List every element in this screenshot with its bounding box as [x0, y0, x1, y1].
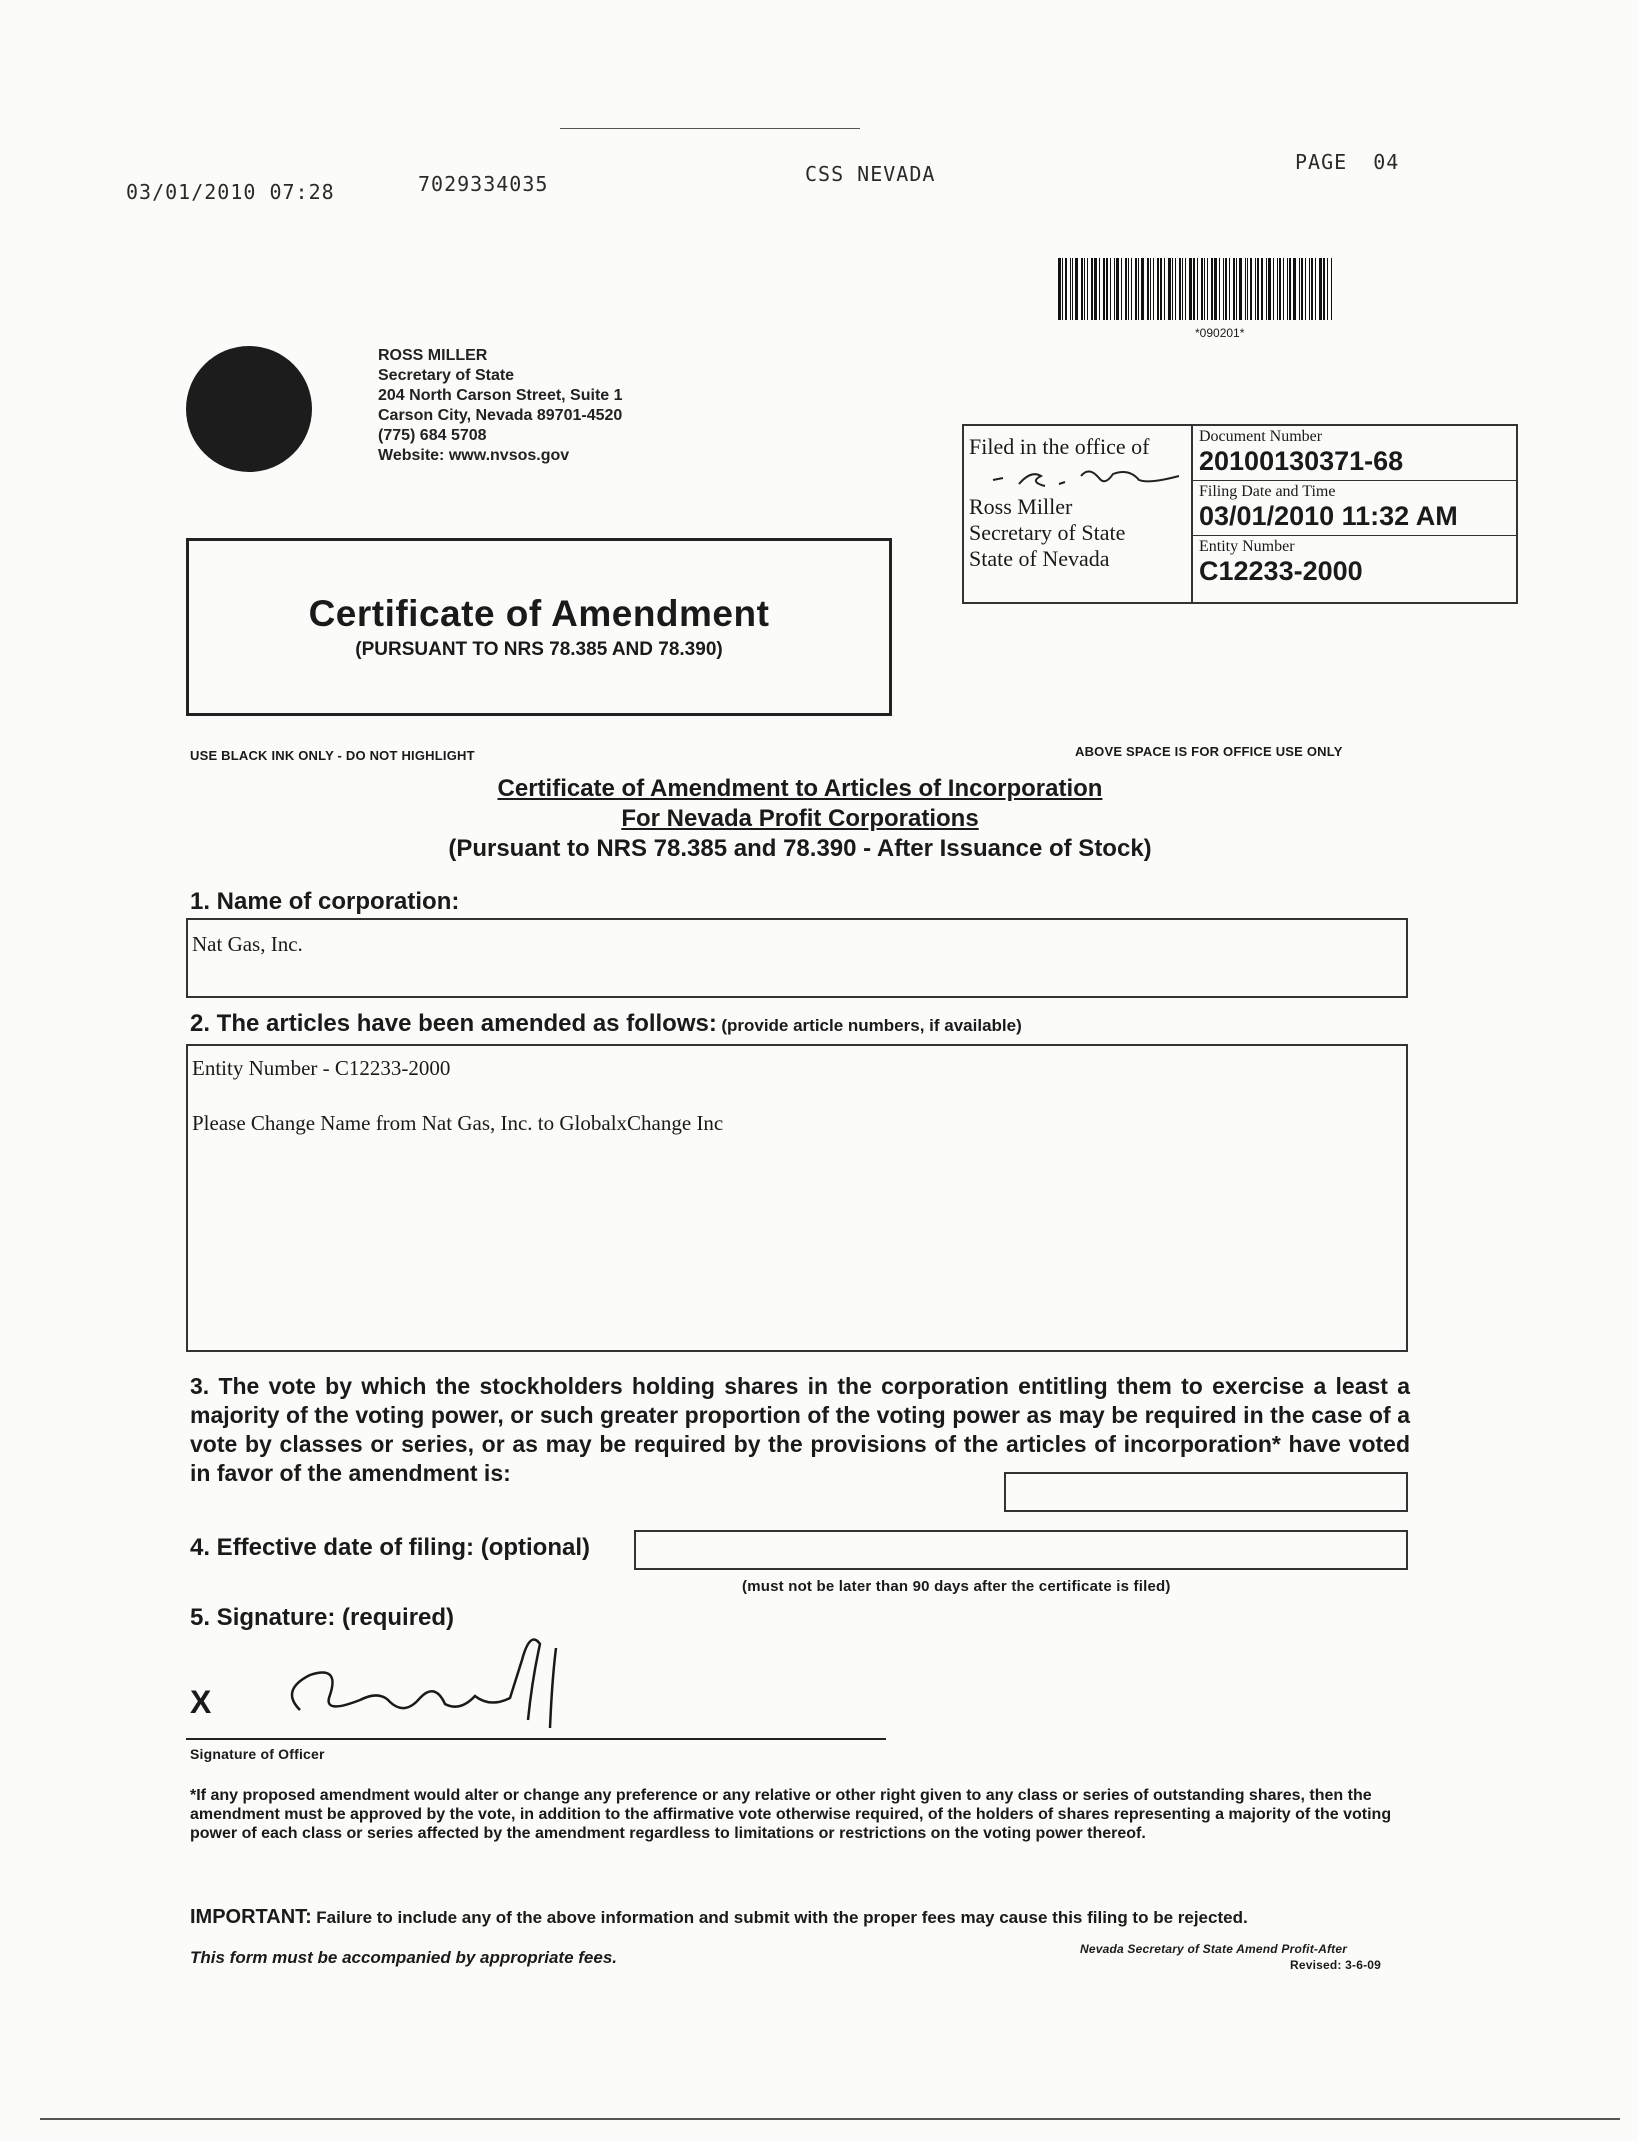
barcode-bar [1084, 258, 1085, 320]
corporation-name-field[interactable] [186, 918, 1408, 998]
officer-signature [270, 1620, 610, 1740]
section2-label: 2. The articles have been amended as follows: [190, 1010, 717, 1037]
office-title: Secretary of State [378, 367, 515, 384]
footnote: *If any proposed amendment would alter or change any preference or any relative or other right given to any class or series of outstanding shares, then the amendment must be approved by the vote, in addition to the affirmative vote otherwise required, of the holders of shares representing a majority of the voting power of each class or series affected by the amendment regardless to limitations or restrictions on the voting power thereof. [190, 1787, 1392, 1842]
barcode-bar [1311, 258, 1313, 320]
fee-note: This form must be accompanied by appropriate fees. [190, 1948, 617, 1967]
barcode-bar [1211, 258, 1213, 320]
barcode-bar [1125, 258, 1127, 320]
barcode-bar [1179, 258, 1181, 320]
signature-line [186, 1738, 886, 1740]
filing-datetime-label: Filing Date and Time [1199, 483, 1336, 500]
amendment-line2: Please Change Name from Nat Gas, Inc. to GlobalxChange Inc [192, 1111, 724, 1135]
barcode-bar [1193, 258, 1195, 320]
barcode-bar [1062, 258, 1063, 320]
entity-number: C12233-2000 [1199, 556, 1363, 586]
filed-office-cell [964, 426, 1193, 602]
barcode-bar [1094, 258, 1097, 320]
document-number: 20100130371-68 [1199, 446, 1404, 476]
barcode-bar [1277, 258, 1278, 320]
amendment-line1: Entity Number - C12233-2000 [192, 1056, 451, 1080]
section2-hint: (provide article numbers, if available) [721, 1016, 1022, 1035]
filing-details [1193, 426, 1516, 602]
barcode-bar [1135, 258, 1137, 320]
fax-timestamp: 03/01/2010 07:28 [126, 180, 335, 204]
barcode-bar [1160, 258, 1162, 320]
barcode-bar [1319, 258, 1322, 320]
barcode-bar [1233, 258, 1235, 320]
barcode-bar [1315, 258, 1316, 320]
barcode-bar [1164, 258, 1165, 320]
form-name: Nevada Secretary of State Amend Profit-After [1080, 1942, 1348, 1956]
page-bottom-rule [40, 2118, 1620, 2120]
fax-page-label: PAGE [1295, 150, 1348, 174]
barcode-bar [1273, 258, 1274, 320]
barcode-bar [1245, 258, 1246, 320]
barcode-text: *090201* [1195, 326, 1245, 340]
barcode-bar [1128, 258, 1129, 320]
office-use-notice: ABOVE SPACE IS FOR OFFICE USE ONLY [1075, 744, 1343, 759]
fax-page-number: 04 [1373, 150, 1400, 174]
form-title [300, 774, 1300, 864]
barcode-bar [1185, 258, 1186, 320]
filing-stamp [962, 424, 1518, 604]
certificate-title: Certificate of Amendment [308, 593, 770, 634]
form-revised: Revised: 3-6-09 [1290, 1958, 1382, 1972]
important-text: Failure to include any of the above information and submit with the proper fees may cause this filing to be rejected. [316, 1908, 1248, 1927]
barcode-bar [1075, 258, 1078, 320]
barcode-bar [1116, 258, 1119, 320]
barcode-bar [1236, 258, 1237, 320]
barcode-bar [1214, 258, 1217, 320]
barcode-bar [1289, 258, 1291, 320]
barcode-bar [1247, 258, 1248, 320]
signature-caption: Signature of Officer [190, 1746, 325, 1762]
barcode-bar [1153, 258, 1154, 320]
barcode-bar [1323, 258, 1325, 320]
office-website: Website: www.nvsos.gov [378, 447, 570, 464]
barcode-bar [1138, 258, 1139, 320]
barcode-bar [1229, 258, 1230, 320]
important-notice [190, 1906, 1420, 1929]
form-title-line2: For Nevada Profit Corporations [621, 805, 979, 832]
official-name: Ross Miller [969, 494, 1073, 519]
barcode-bar [1103, 258, 1105, 320]
entity-number-cell [1193, 536, 1516, 591]
barcode-bar [1065, 258, 1067, 320]
office-address1: 204 North Carson Street, Suite 1 [378, 387, 623, 404]
barcode-bar [1072, 258, 1073, 320]
barcode-bar [1331, 258, 1332, 320]
barcode-bar [1309, 258, 1310, 320]
entity-number-label: Entity Number [1199, 538, 1295, 555]
document-number-cell [1193, 426, 1516, 481]
fax-rule [560, 128, 860, 129]
barcode-bar [1087, 258, 1088, 320]
barcode-bar [1266, 258, 1267, 320]
barcode-bar [1175, 258, 1176, 320]
office-name: ROSS MILLER [378, 347, 488, 364]
filing-datetime: 03/01/2010 11:32 AM [1199, 501, 1458, 531]
barcode-bar [1182, 258, 1183, 320]
amendments-field[interactable] [186, 1044, 1408, 1352]
section4-label: 4. Effective date of filing: (optional) [190, 1534, 591, 1561]
barcode-bar [1201, 258, 1203, 320]
barcode-bar [1219, 258, 1220, 320]
barcode-bar [1305, 258, 1306, 320]
barcode-bar [1106, 258, 1108, 320]
barcode-bar [1091, 258, 1093, 320]
barcode-bar [1141, 258, 1144, 320]
barcode-bar [1147, 258, 1149, 320]
barcode-bar [1239, 258, 1242, 320]
barcode-bar [1223, 258, 1224, 320]
barcode [1058, 258, 1408, 320]
signature-x: X [190, 1684, 212, 1720]
barcode-bar [1172, 258, 1173, 320]
ink-notice: USE BLACK INK ONLY - DO NOT HIGHLIGHT [190, 748, 475, 763]
barcode-bar [1150, 258, 1151, 320]
state-office-block [378, 346, 623, 466]
barcode-bar [1189, 258, 1192, 320]
barcode-bar [1131, 258, 1132, 320]
barcode-bar [1070, 258, 1071, 320]
fax-page [1295, 150, 1399, 174]
barcode-bar [1279, 258, 1281, 320]
certificate-subtitle: (PURSUANT TO NRS 78.385 AND 78.390) [355, 639, 723, 660]
vote-percentage-field[interactable] [1004, 1472, 1408, 1512]
barcode-bar [1168, 258, 1171, 320]
section5-label: 5. Signature: (required) [190, 1604, 455, 1631]
document-number-label: Document Number [1199, 428, 1323, 445]
section2-heading [190, 1010, 1022, 1038]
barcode-bar [1207, 258, 1208, 320]
certificate-title-box [186, 538, 892, 716]
fax-phone: 7029334035 [418, 172, 549, 196]
filing-datetime-cell [1193, 481, 1516, 536]
barcode-bar [1081, 258, 1083, 320]
official-title: Secretary of State [969, 520, 1126, 545]
barcode-bar [1114, 258, 1115, 320]
form-title-line1: Certificate of Amendment to Articles of Incorporation [497, 775, 1103, 802]
state-seal [186, 346, 312, 472]
barcode-bar [1058, 258, 1061, 320]
section3-text: 3. The vote by which the stockholders holding shares in the corporation entitling them to exercise a least a majority of the voting power, or such greater proportion of the voting power as may be required in the case of a vote by classes or series, or as may be required by the provisions of the articles of incorporation* have voted in favor of the amendment is: [190, 1373, 1410, 1486]
important-label: IMPORTANT: [190, 1906, 312, 1928]
barcode-bar [1197, 258, 1198, 320]
barcode-bar [1110, 258, 1111, 320]
barcode-bar [1255, 258, 1256, 320]
barcode-bar [1268, 258, 1271, 320]
official-signature-mark [989, 462, 1189, 492]
corporation-name-value: Nat Gas, Inc. [192, 932, 303, 956]
section1-label: 1. Name of corporation: [190, 888, 460, 915]
barcode-bar [1287, 258, 1288, 320]
office-address2: Carson City, Nevada 89701-4520 [378, 407, 623, 424]
barcode-bar [1293, 258, 1296, 320]
fax-company: CSS NEVADA [805, 162, 936, 186]
barcode-bar [1099, 258, 1100, 320]
barcode-bar [1157, 258, 1159, 320]
barcode-bar [1327, 258, 1328, 320]
effective-date-field[interactable] [634, 1530, 1408, 1570]
barcode-bar [1250, 258, 1252, 320]
barcode-bar [1299, 258, 1300, 320]
official-state: State of Nevada [969, 546, 1110, 571]
effective-date-note: (must not be later than 90 days after the certificate is filed) [742, 1578, 1171, 1595]
barcode-bar [1225, 258, 1227, 320]
barcode-bar [1121, 258, 1122, 320]
office-phone: (775) 684 5708 [378, 427, 487, 444]
barcode-bar [1261, 258, 1263, 320]
barcode-bar [1257, 258, 1259, 320]
form-title-line3: (Pursuant to NRS 78.385 and 78.390 - After Issuance of Stock) [448, 835, 1152, 862]
barcode-bar [1301, 258, 1303, 320]
barcode-bar [1283, 258, 1284, 320]
filed-in-label: Filed in the office of [969, 434, 1150, 459]
barcode-bar [1204, 258, 1205, 320]
